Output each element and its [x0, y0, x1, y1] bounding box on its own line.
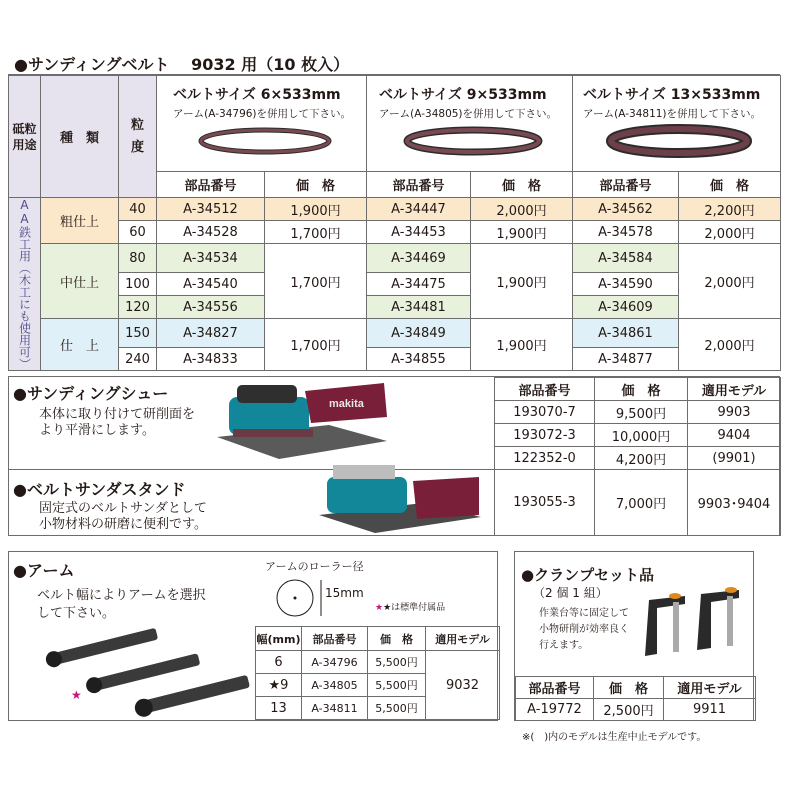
- clamp-header-price: 価 格: [594, 677, 664, 699]
- clamp-image: [635, 582, 753, 674]
- arm-header-part: 部品番号: [302, 627, 368, 651]
- shoe-model-3: (9901): [688, 447, 781, 470]
- arm-table: [255, 626, 500, 720]
- belt-title: ●サンディングベルト 9032 用（10 枚入）: [14, 55, 350, 74]
- arm-price-6: 5,500円: [368, 651, 426, 674]
- grit-150: 150: [119, 319, 157, 348]
- part-9-60: A-34453: [367, 221, 471, 244]
- shoe-model-1: 9903: [688, 401, 781, 424]
- belt-image-9: [373, 125, 573, 157]
- shoe-desc-1: 本体に取り付けて研削面を: [39, 407, 196, 422]
- clamp-desc-3: 行えます。: [539, 640, 589, 651]
- belt-size-6-note: アーム(A-34796)を併用して下さい。: [173, 108, 352, 120]
- arm-header-width: 幅(mm): [256, 627, 302, 651]
- arm-star-marker: ★: [71, 688, 82, 702]
- part-6-80: A-34534: [157, 244, 265, 273]
- arm-header-model: 適用モデル: [426, 627, 500, 651]
- part-13-80: A-34584: [573, 244, 679, 273]
- grit-60: 60: [119, 221, 157, 244]
- belt-table: [8, 75, 781, 371]
- arm-width-13: 13: [256, 697, 302, 720]
- clamp-section: [514, 551, 754, 721]
- part-13-240: A-34877: [573, 348, 679, 371]
- arm-section: [8, 551, 498, 721]
- type-medium: 中仕上: [41, 244, 119, 319]
- arm-width-6: 6: [256, 651, 302, 674]
- part-13-120: A-34609: [573, 296, 679, 319]
- arm-model: 9032: [426, 651, 500, 720]
- grit-40: 40: [119, 198, 157, 221]
- part-13-40: A-34562: [573, 198, 679, 221]
- shoe-part-3: 122352-0: [495, 447, 595, 470]
- price-header-13: 価 格: [679, 172, 781, 198]
- arm-title: ●アーム: [13, 561, 75, 580]
- type-rough: 粗仕上: [41, 198, 119, 244]
- roller-label: アームのローラー径: [265, 560, 364, 573]
- footnote: ※( )内のモデルは生産中止モデルです。: [522, 732, 707, 743]
- price-9-medium: 1,900円: [471, 244, 573, 319]
- arm-price-13: 5,500円: [368, 697, 426, 720]
- part-header-9: 部品番号: [367, 172, 471, 198]
- stand-price: 7,000円: [595, 470, 688, 536]
- belt-image-6: [165, 125, 365, 157]
- price-6-finish: 1,700円: [265, 319, 367, 371]
- shoe-header-part: 部品番号: [495, 378, 595, 401]
- arm-header-price: 価 格: [368, 627, 426, 651]
- clamp-table: [515, 676, 756, 721]
- note-text: ★は標準付属品: [383, 603, 446, 613]
- part-header-13: 部品番号: [573, 172, 679, 198]
- part-9-40: A-34447: [367, 198, 471, 221]
- usage-cell: AA鉄工用（木工にも使用可）: [9, 198, 41, 371]
- clamp-header-part: 部品番号: [516, 677, 594, 699]
- price-6-60: 1,700円: [265, 221, 367, 244]
- shoe-price-3: 4,200円: [595, 447, 688, 470]
- belt-section: [8, 50, 780, 370]
- shoe-title: ●サンディングシュー: [13, 384, 169, 403]
- grit-100: 100: [119, 273, 157, 296]
- grit-80: 80: [119, 244, 157, 273]
- shoe-header-price: 価 格: [595, 378, 688, 401]
- shoe-price-2: 10,000円: [595, 424, 688, 447]
- clamp-desc-1: 作業台等に固定して: [539, 608, 629, 619]
- part-6-240: A-34833: [157, 348, 265, 371]
- arm-part-9: A-34805: [302, 674, 368, 697]
- brand-logo-sander: makita: [329, 398, 364, 410]
- stand-title: ●ベルトサンダスタンド: [13, 480, 186, 499]
- part-6-40: A-34512: [157, 198, 265, 221]
- belt-image-13: [579, 123, 779, 159]
- price-header-6: 価 格: [265, 172, 367, 198]
- belt-size-9: [367, 76, 573, 172]
- arm-parts-image: [39, 620, 259, 720]
- part-13-150: A-34861: [573, 319, 679, 348]
- price-13-finish: 2,000円: [679, 319, 781, 371]
- arm-part-6: A-34796: [302, 651, 368, 674]
- belt-size-6-title: ベルトサイズ 6×533mm: [173, 87, 341, 103]
- price-9-40: 2,000円: [471, 198, 573, 221]
- belt-size-13-title: ベルトサイズ 13×533mm: [583, 87, 761, 103]
- part-9-100: A-34475: [367, 273, 471, 296]
- belt-size-6: [157, 76, 367, 172]
- clamp-part: A-19772: [516, 699, 594, 721]
- belt-size-9-title: ベルトサイズ 9×533mm: [379, 87, 547, 103]
- price-6-40: 1,900円: [265, 198, 367, 221]
- shoe-price-1: 9,500円: [595, 401, 688, 424]
- arm-part-13: A-34811: [302, 697, 368, 720]
- shoe-model-2: 9404: [688, 424, 781, 447]
- clamp-desc-2: 小物研削が効率良く: [539, 624, 629, 635]
- arm-desc-2: して下さい。: [37, 606, 116, 621]
- standard-accessory-note: [375, 600, 445, 613]
- col-grit-header: 粒度: [119, 76, 157, 198]
- grit-240: 240: [119, 348, 157, 371]
- shoe-desc-2: より平滑にします。: [39, 423, 155, 438]
- arm-width-9: ★9: [256, 674, 302, 697]
- stand-desc-2: 小物材料の研磨に便利です。: [39, 517, 207, 532]
- belt-size-13-note: アーム(A-34811)を併用して下さい。: [583, 108, 762, 120]
- price-header-9: 価 格: [471, 172, 573, 198]
- part-6-150: A-34827: [157, 319, 265, 348]
- shoe-table: [494, 377, 781, 536]
- clamp-price: 2,500円: [594, 699, 664, 721]
- col-usage-header: 砥粒用途: [9, 76, 41, 198]
- clamp-title: ●クランプセット品: [521, 566, 654, 584]
- stand-part: 193055-3: [495, 470, 595, 536]
- part-header-6: 部品番号: [157, 172, 265, 198]
- clamp-model: 9911: [664, 699, 756, 721]
- part-6-60: A-34528: [157, 221, 265, 244]
- belt-size-9-note: アーム(A-34805)を併用して下さい。: [379, 108, 558, 120]
- shoe-stand-section: [8, 376, 780, 536]
- sander-stand-image: [313, 457, 483, 537]
- type-finish: 仕 上: [41, 319, 119, 371]
- shoe-part-2: 193072-3: [495, 424, 595, 447]
- part-6-100: A-34540: [157, 273, 265, 296]
- part-9-150: A-34849: [367, 319, 471, 348]
- arm-price-9: 5,500円: [368, 674, 426, 697]
- price-13-60: 2,000円: [679, 221, 781, 244]
- shoe-header-model: 適用モデル: [688, 378, 781, 401]
- price-13-40: 2,200円: [679, 198, 781, 221]
- roller-dimension: 15mm: [325, 586, 364, 600]
- shoe-part-1: 193070-7: [495, 401, 595, 424]
- price-9-finish: 1,900円: [471, 319, 573, 371]
- clamp-header-model: 適用モデル: [664, 677, 756, 699]
- grit-120: 120: [119, 296, 157, 319]
- price-6-medium: 1,700円: [265, 244, 367, 319]
- arm-desc-1: ベルト幅によりアームを選択: [37, 588, 206, 603]
- part-13-100: A-34590: [573, 273, 679, 296]
- part-6-120: A-34556: [157, 296, 265, 319]
- part-9-240: A-34855: [367, 348, 471, 371]
- col-type-header: 種 類: [41, 76, 119, 198]
- part-9-80: A-34469: [367, 244, 471, 273]
- price-13-medium: 2,000円: [679, 244, 781, 319]
- stand-desc-1: 固定式のベルトサンダとして: [39, 501, 207, 516]
- part-9-120: A-34481: [367, 296, 471, 319]
- belt-size-13: [573, 76, 781, 172]
- note-star: ★: [375, 603, 384, 613]
- part-13-60: A-34578: [573, 221, 679, 244]
- stand-model: 9903･9404: [688, 470, 781, 536]
- clamp-subtitle: （2 個 1 組）: [533, 586, 608, 600]
- price-9-60: 1,900円: [471, 221, 573, 244]
